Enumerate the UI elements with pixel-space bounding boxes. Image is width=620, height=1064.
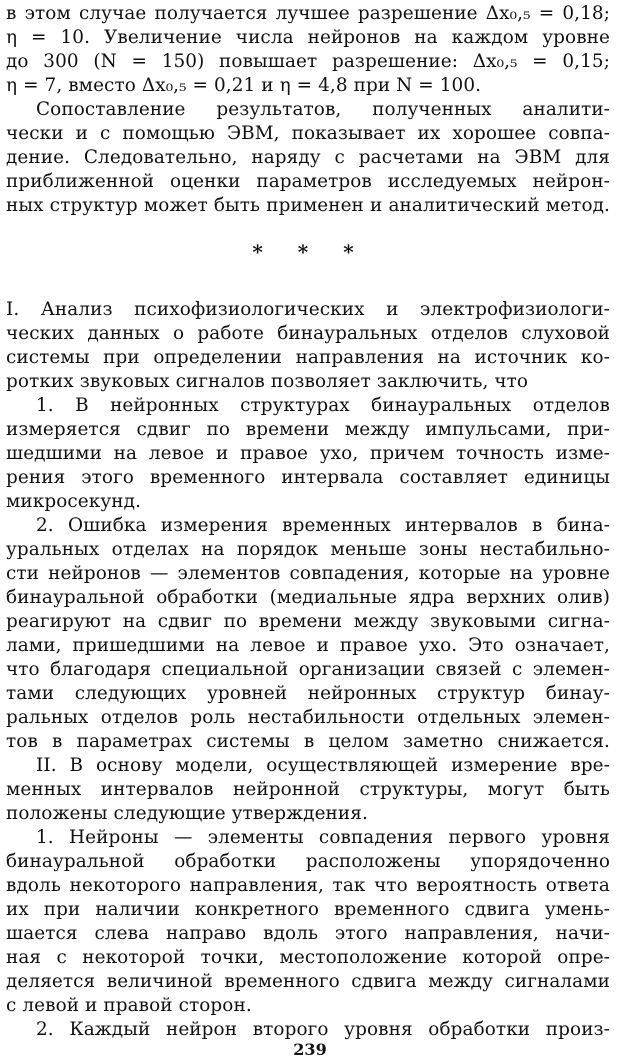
text-line: в этом случае получается лучшее разрешение Δx₀,₅ = 0,18; [6, 3, 610, 24]
text-line: ных структур может быть применен и аналитический метод. [6, 195, 610, 216]
text-line: лами, пришедшими на левое и правое ухо. Это означает, [6, 635, 610, 656]
text-line: 2. Каждый нейрон второго уровня обработки произ- [36, 1019, 610, 1040]
text-line: II. В основу модели, осуществляющей измерение вре- [36, 755, 610, 776]
text-line: шается слева направо вдоль этого направления, начи- [6, 923, 610, 944]
text-line: микросекунд. [6, 491, 142, 512]
text-line: тами следующих уровней нейронных структур бинау- [6, 683, 610, 704]
text-line: шедшими на левое и правое ухо, причем точность изме- [6, 443, 610, 464]
text-line: I. Анализ психофизиологических и электрофизиологи- [6, 299, 610, 320]
text-line: η = 10. Увеличение числа нейронов на каждом уровне [6, 27, 610, 48]
text-line: деляется величиной временного сдвига между сигналами [6, 971, 610, 992]
text-line: бинауральной обработки (медиальные ядра верхних олив) [6, 587, 610, 608]
text-line: положены следующие утверждения. [6, 803, 368, 824]
text-line: их при наличии конкретного временного сдвига умень- [6, 899, 610, 920]
text-line: с левой и правой сторон. [6, 995, 252, 1016]
text-line: Сопоставление результатов, полученных аналити- [36, 99, 610, 120]
text-line: менных интервалов нейронной структуры, могут быть [6, 779, 610, 800]
text-line: уральных отделах на порядок меньше зоны нестабильно- [6, 539, 610, 560]
text-line: реагируют на сдвиг по времени между звуковыми сигна- [6, 611, 610, 632]
text-line: тов в параметрах системы в целом заметно снижается. [6, 731, 610, 752]
text-line: 1. Нейроны — элементы совпадения первого уровня [36, 827, 610, 848]
page-number: 239 [293, 1040, 327, 1059]
text-line: до 300 (N = 150) повышает разрешение: Δx₀,₅ = 0,15; [6, 51, 610, 72]
text-line: 2. Ошибка измерения временных интервалов в бина- [36, 515, 610, 536]
text-line: ческих данных о работе бинауральных отделов слуховой [6, 323, 610, 344]
text-line: сти нейронов — элементов совпадения, которые на уровне [6, 563, 610, 584]
text-line: что благодаря специальной организации связей с элемен- [6, 659, 610, 680]
text-line: бинауральной обработки расположены упорядоченно [6, 851, 610, 872]
text-line: ральных отделов роль нестабильности отдельных элемен- [6, 707, 610, 728]
text-line: измеряется сдвиг по времени между импульсами, при- [6, 419, 610, 440]
text-line: приближенной оценки параметров исследуемых нейрон- [6, 171, 610, 192]
section-separator: * * * [252, 240, 368, 264]
text-line: дение. Следовательно, наряду с расчетами на ЭВМ для [6, 147, 610, 168]
text-line: системы при определении направления на источник ко- [6, 347, 610, 368]
text-line: ная с некоторой точки, местоположение которой опре- [6, 947, 610, 968]
text-line: рения этого временного интервала составляет единицы [6, 467, 610, 488]
text-line: 1. В нейронных структурах бинауральных отделов [36, 395, 610, 416]
text-line: ротких звуковых сигналов позволяет заключить, что [6, 371, 529, 392]
text-line: η = 7, вместо Δx₀,₅ = 0,21 и η = 4,8 при N = 100. [6, 75, 482, 96]
text-line: вдоль некоторого направления, так что вероятность ответа [6, 875, 610, 896]
text-line: чески и с помощью ЭВМ, показывает их хорошее совпа- [6, 123, 610, 144]
